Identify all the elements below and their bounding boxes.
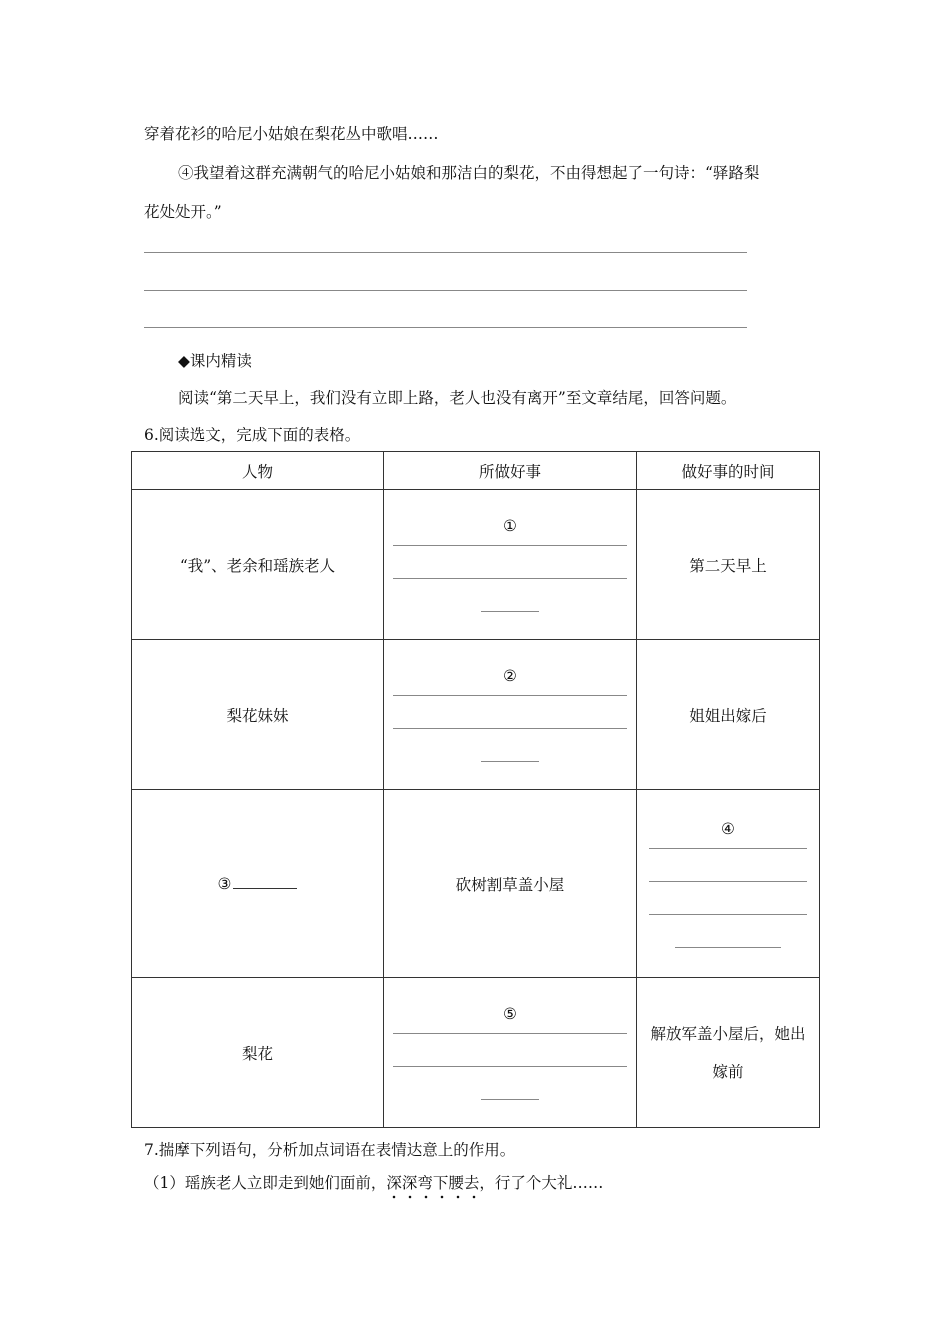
- header-person: 人物: [132, 452, 384, 490]
- answer-line-1[interactable]: [144, 252, 747, 253]
- blank-number: ⑤: [503, 1005, 517, 1023]
- blank-line[interactable]: [649, 881, 807, 882]
- reading-instruction: 阅读“第二天早上，我们没有立即上路，老人也没有离开”至文章结尾，回答问题。: [178, 389, 737, 407]
- question-7-prompt: 7.揣摩下列语句，分析加点词语在表情达意上的作用。: [144, 1141, 516, 1159]
- blank-line[interactable]: [393, 578, 627, 579]
- header-time: 做好事的时间: [637, 452, 820, 490]
- blank-cell-3[interactable]: [132, 790, 384, 978]
- blank-line[interactable]: [393, 695, 627, 696]
- item-1-text-after: ，行了个大礼……: [479, 1174, 604, 1192]
- table-row: [132, 978, 820, 1128]
- passage-line: 穿着花衫的哈尼小姑娘在梨花丛中歌唱……: [144, 125, 439, 143]
- answer-line-2[interactable]: [144, 290, 747, 291]
- question-7-item-1: [144, 1171, 603, 1193]
- blank-line[interactable]: [481, 611, 539, 612]
- blank-number: ①: [503, 517, 517, 535]
- blank-line[interactable]: [481, 761, 539, 762]
- blank-line[interactable]: [649, 914, 807, 915]
- cell-person: 梨花: [132, 978, 384, 1128]
- blank-number: ②: [503, 667, 517, 685]
- blank-cell-4[interactable]: [637, 790, 820, 978]
- cell-person: “我”、老余和瑶族老人: [132, 490, 384, 640]
- blank-line[interactable]: [393, 728, 627, 729]
- blank-line[interactable]: [393, 545, 627, 546]
- table-row: [132, 640, 820, 790]
- table-header-row: [132, 452, 820, 490]
- blank-line[interactable]: [675, 947, 781, 948]
- blank-line[interactable]: [233, 874, 297, 889]
- answer-line-3[interactable]: [144, 327, 747, 328]
- section-heading: ◆课内精读: [178, 352, 252, 370]
- question-6-prompt: 6.阅读选文，完成下面的表格。: [144, 426, 361, 444]
- blank-line[interactable]: [649, 848, 807, 849]
- blank-line[interactable]: [481, 1099, 539, 1100]
- item-1-text-before: （1）瑶族老人立即走到她们面前，: [144, 1174, 387, 1192]
- answer-table: [131, 451, 820, 1128]
- passage-paragraph-4-line-2: 花处处开。”: [144, 203, 222, 221]
- passage-paragraph-4-line-1: ④我望着这群充满朝气的哈尼小姑娘和那洁白的梨花，不由得想起了一句诗：“驿路梨: [178, 164, 760, 182]
- cell-time: 姐姐出嫁后: [637, 640, 820, 790]
- blank-number: ③: [217, 875, 232, 893]
- blank-line[interactable]: [393, 1033, 627, 1034]
- blank-line[interactable]: [393, 1066, 627, 1067]
- cell-time: 第二天早上: [637, 490, 820, 640]
- blank-cell-1[interactable]: [384, 490, 637, 640]
- cell-person: 梨花妹妹: [132, 640, 384, 790]
- dotted-emphasis-phrase: 深深弯下腰去: [386, 1171, 479, 1193]
- blank-cell-5[interactable]: [384, 978, 637, 1128]
- blank-number: ④: [721, 819, 735, 838]
- table-row: [132, 790, 820, 978]
- header-deed: 所做好事: [384, 452, 637, 490]
- cell-time: 解放军盖小屋后，她出嫁前: [637, 978, 820, 1128]
- table-row: [132, 490, 820, 640]
- cell-deed: 砍树割草盖小屋: [384, 790, 637, 978]
- blank-cell-2[interactable]: [384, 640, 637, 790]
